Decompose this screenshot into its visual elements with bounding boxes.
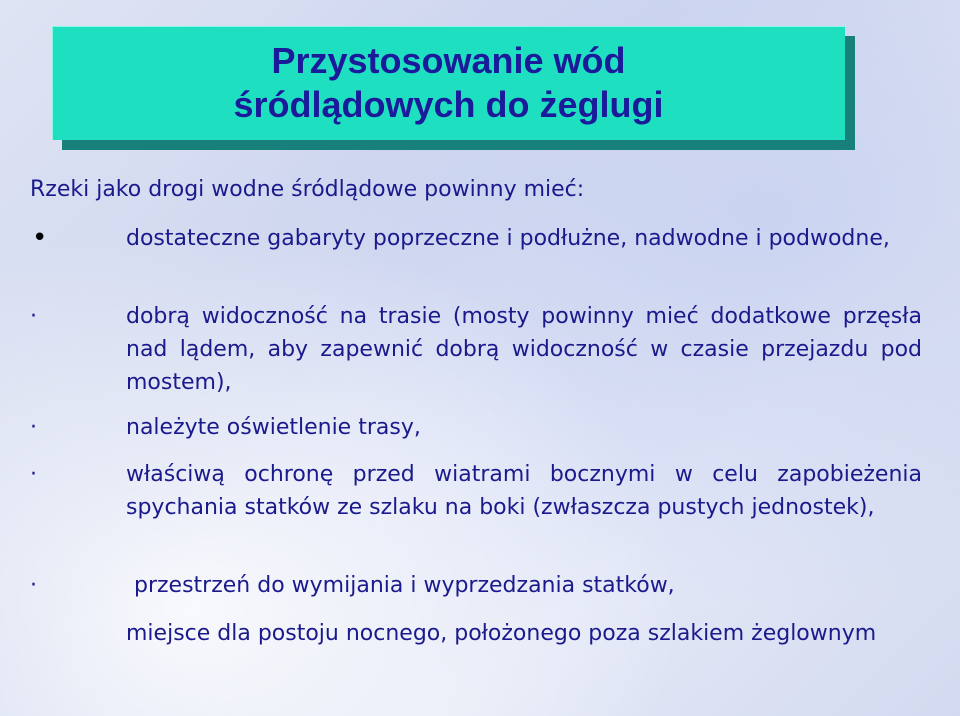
- intro-text: Rzeki jako drogi wodne śródlądowe powinny mieć:: [30, 177, 585, 202]
- title-line-1: Przystosowanie wód: [271, 40, 626, 81]
- list-item: właściwą ochronę przed wiatrami bocznymi w celu zapobieżenia spychania statków ze szlaku na boki (zwłaszcza pustych jednostek),: [126, 462, 922, 520]
- list-item: dobrą widoczność na trasie (mosty powinny mieć dodatkowe przęsła nad lądem, aby zapewnić dobrą widoczność w czasie przejazdu pod mostem),: [126, 304, 922, 395]
- list-item: miejsce dla postoju nocnego, położonego poza szlakiem żeglownym: [126, 621, 877, 646]
- bullet-marker: ·: [30, 415, 37, 440]
- title-line-2: śródlądowych do żeglugi: [233, 84, 664, 125]
- list-item: dostateczne gabaryty poprzeczne i podłużne, nadwodne i podwodne,: [126, 226, 890, 251]
- bullet-marker: ·: [30, 462, 37, 487]
- bullet-marker: ·: [30, 573, 37, 598]
- list-item: przestrzeń do wymijania i wyprzedzania statków,: [134, 573, 675, 598]
- bullet-marker: ·: [30, 304, 37, 329]
- title-box: [52, 26, 845, 140]
- bullet-marker: •: [32, 223, 48, 253]
- list-item: należyte oświetlenie trasy,: [126, 415, 421, 440]
